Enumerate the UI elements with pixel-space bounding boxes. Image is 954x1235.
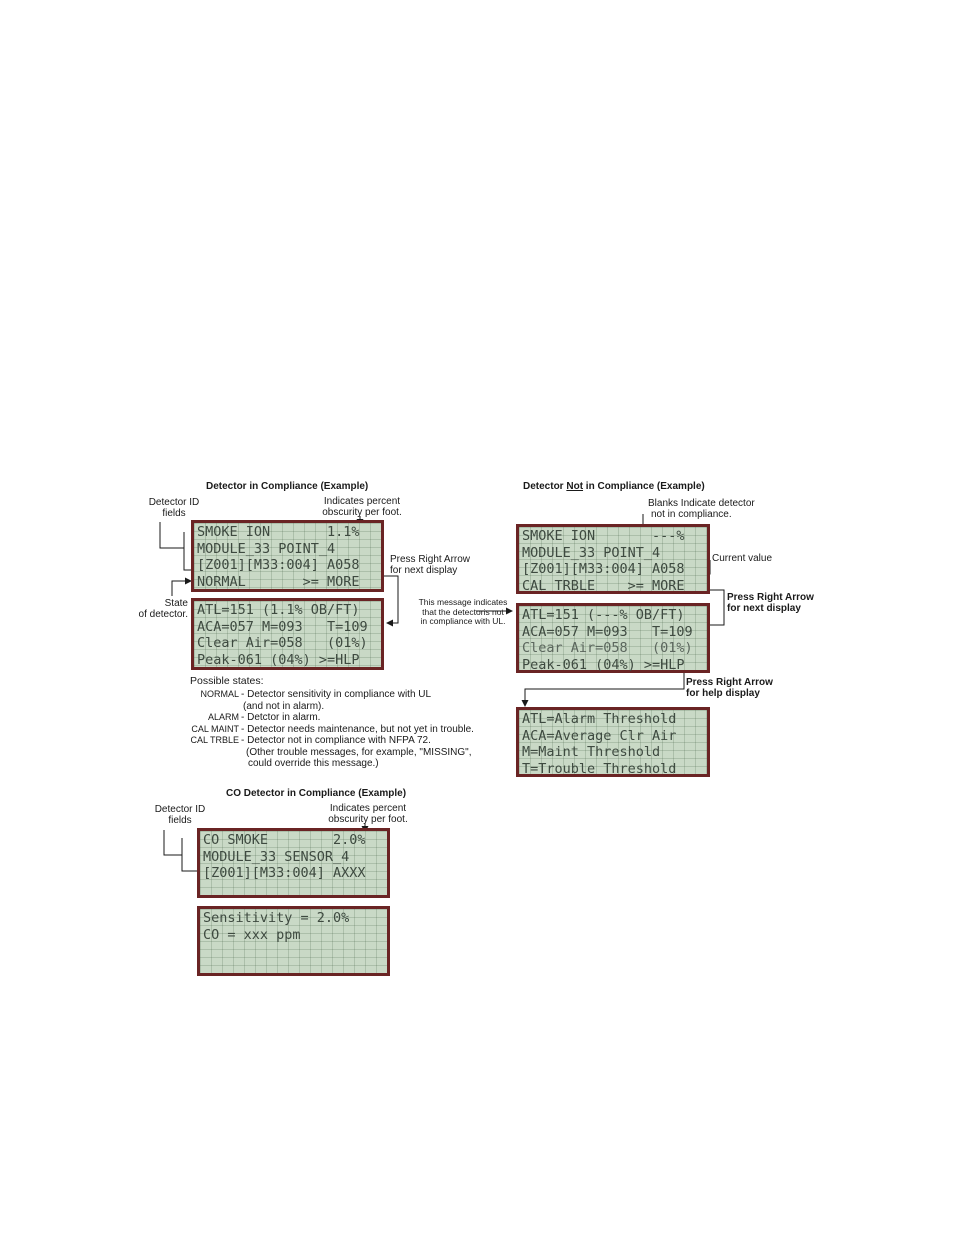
lcd-line: Peak-061 (04%) >=HLP [197, 651, 360, 668]
state-item-cont: (and not in alarm). [243, 700, 325, 712]
lcd-line: [Z001][M33:004] A058 [197, 557, 360, 573]
lcd-line: CAL TRBLE >= MORE [522, 577, 685, 594]
lcd-line: T=Trouble Threshold [522, 760, 677, 777]
state-arrow [172, 581, 191, 596]
detector-id-label: Detector ID fields [148, 497, 200, 519]
current-value-label: Current value [712, 553, 773, 564]
press-help-label: Press Right Arrow for help display [686, 677, 773, 699]
possible-states-list [168, 689, 508, 770]
state-item: CAL MAINT - Detector needs maintenance, but not yet in trouble. [191, 723, 474, 735]
state-item-cont: could override this message.) [248, 758, 379, 769]
possible-states-heading: Possible states: [190, 675, 264, 687]
co-lcd-screen-2 [197, 906, 390, 976]
lcd-line: ATL=151 (1.1% OB/FT) [197, 602, 360, 618]
lcd-line: MODULE_33 SENSOR_4 [203, 848, 350, 865]
lcd-line: ATL=Alarm Threshold [522, 711, 677, 727]
lcd-line: CO SMOKE 2.0% [203, 832, 366, 848]
compliant-lcd-screen-2 [191, 598, 384, 670]
percent-obscurity-label: Indicates percent obscurity per foot. [322, 496, 402, 518]
lcd-line: ACA=Average Clr Air [522, 727, 677, 744]
lcd-line: SMOKE ION 1.1% [197, 524, 360, 540]
co-lcd-screen-1 [197, 828, 390, 898]
not-compliance-message-label: This message indicates that the detectoris not in compliance with UL. [418, 597, 508, 626]
lcd-line: M=Maint Threshold [522, 744, 661, 760]
noncompliant-title: Detector Not in Compliance (Example) [523, 481, 705, 492]
co-detector-id-bracket [164, 830, 182, 855]
press-next-label: Press Right Arrow for next display [390, 554, 471, 576]
compliant-lcd-screen-1 [191, 520, 384, 592]
lcd-line: [Z001][M33:004] AXXX [203, 865, 366, 881]
state-item: NORMAL - Detector sensitivity in compliance with UL [200, 689, 432, 700]
lcd-line [203, 960, 384, 977]
lcd-line: Clear Air=058 (01%) [522, 640, 693, 656]
lcd-line [203, 943, 384, 960]
next-display-arrow [384, 576, 398, 623]
help-lcd-screen [516, 707, 710, 777]
lcd-line: ACA=057 M=093 T=109 [522, 623, 693, 640]
next-display-bracket [710, 590, 724, 625]
co-title: CO Detector in Compliance (Example) [226, 788, 407, 799]
lcd-line: MODULE_33 POINT_4 [522, 544, 661, 561]
lcd-line: Sensitivity = 2.0% [203, 910, 350, 926]
noncompliant-lcd-screen-2 [516, 603, 710, 673]
lcd-line: ATL=151 (---% OB/FT) [522, 607, 685, 623]
lcd-line: SMOKE ION ---% [522, 528, 685, 544]
lcd-line: Clear Air=058 (01%) [197, 635, 368, 651]
compliant-title: Detector in Compliance (Example) [206, 481, 369, 492]
co-detector-id-label: Detector ID fields [154, 804, 206, 826]
lcd-line: [Z001][M33:004] A058 [522, 561, 685, 577]
noncompliant-lcd-screen-1 [516, 524, 710, 594]
blanks-label: Blanks Indicate detector not in compliance. [648, 498, 755, 520]
lcd-line: ACA=057 M=093 T=109 [197, 618, 368, 635]
lcd-line: CO = xxx ppm [203, 926, 301, 943]
lcd-line: MODULE_33 POINT_4 [197, 540, 336, 557]
state-label: State of detector. [138, 598, 188, 620]
help-display-arrow [525, 672, 684, 706]
press-next-label-2: Press Right Arrow for next display [727, 592, 814, 614]
state-item-cont: (Other trouble messages, for example, "MISSING", [246, 746, 472, 758]
co-percent-obscurity-label: Indicates percent obscurity per foot. [328, 803, 408, 825]
state-item: CAL TRBLE - Detector not in compliance with NFPA 72. [190, 735, 431, 746]
lcd-line: NORMAL >= MORE [197, 573, 360, 590]
detector-id-bracket [160, 522, 184, 548]
lcd-line: Peak-061 (04%) >=HLP [522, 656, 685, 673]
state-item: ALARM - Detctor in alarm. [207, 712, 321, 723]
